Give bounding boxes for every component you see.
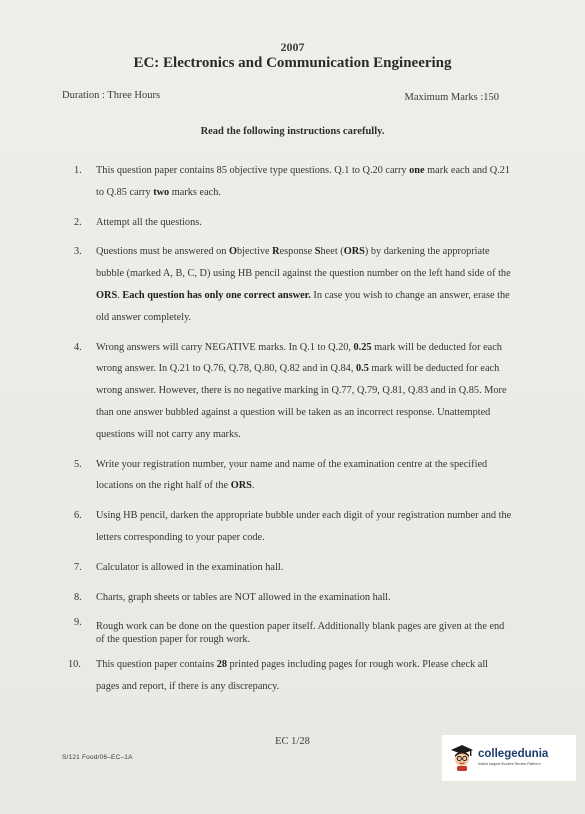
instruction-run: Write your registration number, your name and name of the examination centre at the specified locations on the right half of the xyxy=(96,458,488,492)
instructions-list xyxy=(68,160,514,706)
instruction-item xyxy=(74,454,514,498)
page-number: EC 1/28 xyxy=(275,736,310,747)
instruction-emphasis: ORS xyxy=(96,289,118,301)
maximum-marks-label: Maximum Marks :150 xyxy=(404,92,499,103)
instruction-run: Attempt all the questions. xyxy=(96,216,202,228)
instructions-heading: Read the following instructions carefully. xyxy=(200,126,385,137)
instruction-item xyxy=(74,160,514,204)
instruction-text xyxy=(96,592,391,603)
instruction-number: 8. xyxy=(74,591,82,603)
instruction-emphasis: ORS xyxy=(230,480,252,492)
instruction-run: bjective xyxy=(237,246,273,258)
instruction-emphasis: O xyxy=(228,246,237,258)
brand-name: collegedunia xyxy=(478,748,549,761)
instruction-item xyxy=(68,654,514,698)
instruction-number: 1. xyxy=(74,165,82,176)
instruction-run: mark will be deducted for each wrong answer. However, there is no negative marking in Q.77, Q.79, Q.81, Q.83 and in Q.85. More than one answer bubbled against a question will be taken as an incorrect response. Unattempted questions will not carry any marks. xyxy=(96,363,507,440)
instruction-emphasis: one xyxy=(409,165,425,176)
instruction-run: . xyxy=(117,289,123,301)
instruction-run: marks each. xyxy=(169,186,221,198)
instruction-emphasis: 28 xyxy=(216,659,227,671)
instruction-run: mark each and Q.21 to Q.85 carry xyxy=(96,165,511,198)
instruction-item xyxy=(74,337,514,446)
paper-code: S/121 Food/06–EC–1A xyxy=(62,754,133,761)
instruction-text xyxy=(96,659,488,692)
instruction-run: Rough work can be done on the question paper itself. Additionally blank pages are given at the end of the question paper for rough work. xyxy=(96,621,505,646)
instruction-text xyxy=(96,246,511,322)
instruction-run: Wrong answers will carry NEGATIVE marks. In Q.1 to Q.20, xyxy=(96,341,354,353)
instruction-emphasis: 0.5 xyxy=(355,363,369,375)
instruction-emphasis: R xyxy=(272,246,280,258)
instruction-run: printed pages including pages for rough work. Please check all pages and report, if there is any discrepancy. xyxy=(96,659,489,693)
instruction-item xyxy=(74,587,514,609)
instruction-number: 6. xyxy=(74,510,82,522)
instruction-number: 4. xyxy=(74,341,82,353)
instruction-number: 10. xyxy=(68,659,81,671)
instruction-emphasis: 0.25 xyxy=(353,341,372,353)
instruction-emphasis: Each question has only one correct answer. xyxy=(122,289,311,301)
instruction-run: Calculator is allowed in the examination hall. xyxy=(96,561,284,573)
instruction-emphasis: two xyxy=(153,186,170,198)
instruction-text xyxy=(96,459,487,492)
instruction-text xyxy=(96,217,202,228)
brand-logo xyxy=(442,735,576,781)
instruction-run: Questions must be answered on xyxy=(96,246,229,258)
instruction-emphasis: S xyxy=(314,246,321,258)
instruction-run: In case you wish to change an answer, erase the old answer completely. xyxy=(96,289,510,323)
instruction-run: This question paper contains 85 objective type questions. Q.1 to Q.20 carry xyxy=(96,165,410,176)
instruction-item xyxy=(74,557,514,579)
instruction-text xyxy=(96,342,507,440)
instruction-item xyxy=(74,241,514,328)
instruction-run: ) by darkening the appropriate bubble (marked A, B, C, D) using HB pencil against the question number on the left hand side of the xyxy=(96,246,511,280)
exam-year: 2007 xyxy=(280,40,305,54)
instruction-number: 7. xyxy=(74,561,82,573)
instruction-run: . xyxy=(251,480,255,492)
duration-label: Duration : Three Hours xyxy=(62,90,161,101)
instruction-run: heet ( xyxy=(320,246,344,258)
graduate-mascot-icon xyxy=(450,744,474,772)
instruction-item xyxy=(74,505,514,549)
instruction-item xyxy=(74,212,514,234)
instruction-run: mark will be deducted for each wrong answer. In Q.21 to Q.76, Q.78, Q.80, Q.82 and in Q.84, xyxy=(96,341,502,375)
instruction-number: 3. xyxy=(74,246,82,258)
instruction-run: Using HB pencil, darken the appropriate bubble under each digit of your registration number and the letters corresponding to your paper code. xyxy=(96,510,512,543)
instruction-run: esponse xyxy=(279,246,315,258)
instruction-item xyxy=(74,616,514,646)
instruction-number: 5. xyxy=(74,458,82,470)
instruction-text xyxy=(96,621,504,645)
instruction-text xyxy=(96,165,510,198)
instruction-number: 2. xyxy=(74,216,82,228)
instruction-text xyxy=(96,510,511,543)
instruction-text xyxy=(96,562,283,573)
instruction-emphasis: ORS xyxy=(343,246,365,258)
instruction-run: This question paper contains xyxy=(96,659,217,671)
brand-tagline: India's largest Student Review Platform xyxy=(478,761,541,766)
instruction-number: 9. xyxy=(74,617,82,629)
paper-title: EC: Electronics and Communication Engineering xyxy=(133,55,452,71)
instruction-run: Charts, graph sheets or tables are NOT allowed in the examination hall. xyxy=(96,591,391,603)
